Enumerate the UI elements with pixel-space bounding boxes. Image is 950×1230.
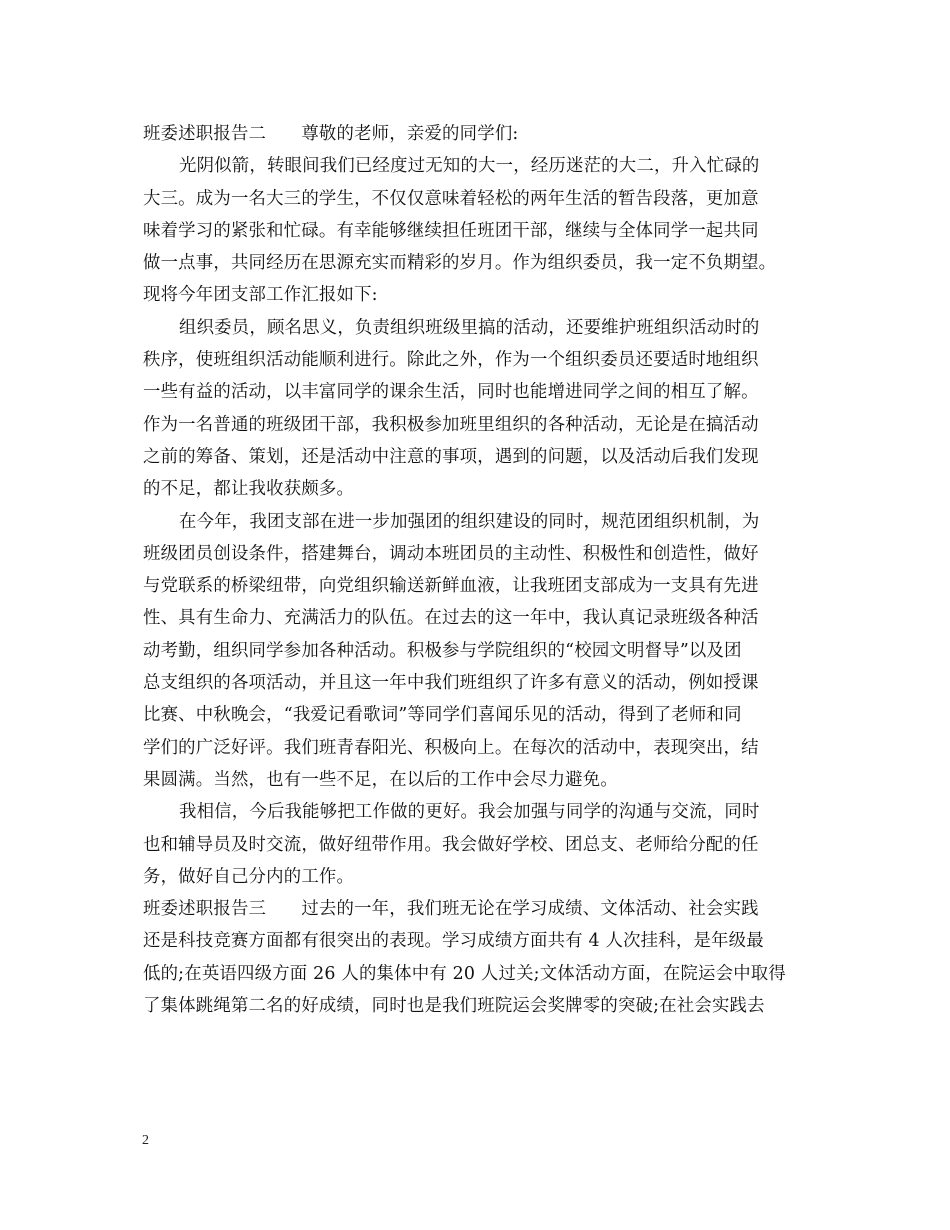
- text-line: 之前的筹备、策划，还是活动中注意的事项，遇到的问题，以及活动后我们发现: [143, 446, 759, 467]
- page-number: 2: [142, 1133, 149, 1148]
- text-line: 班委述职报告二 尊敬的老师，亲爱的同学们:: [143, 124, 519, 144]
- text-line: 光阴似箭，转眼间我们已经度过无知的大一，经历迷茫的大二，升入忙碌的: [179, 156, 760, 177]
- text-line: 我相信，今后我能够把工作做的更好。我会加强与同学的沟通与交流，同时: [179, 802, 760, 823]
- text-line: 一些有益的活动，以丰富同学的课余生活，同时也能增进同学之间的相互了解。: [143, 382, 759, 403]
- text-line: 秩序，使班组织活动能顺利进行。除此之外，作为一个组织委员还要适时地组织: [143, 350, 759, 371]
- text-line: 作为一名普通的班级团干部，我积极参加班里组织的各种活动，无论是在搞活动: [143, 414, 759, 435]
- text-line: 班级团员创设条件，搭建舞台，调动本班团员的主动性、积极性和创造性，做好: [143, 543, 759, 564]
- text-line: 动考勤，组织同学参加各种活动。积极参与学院组织的“校园文明督导”以及团: [143, 640, 742, 661]
- text-line: 性、具有生命力、充满活力的队伍。在过去的这一年中，我认真记录班级各种活: [143, 608, 759, 629]
- text-line: 比赛、中秋晚会，“我爱记看歌词”等同学们喜闻乐见的活动，得到了老师和同: [143, 705, 742, 726]
- text-line: 也和辅导员及时交流，做好纽带作用。我会做好学校、团总支、老师给分配的任: [143, 834, 759, 855]
- text-line: 在今年，我团支部在进一步加强团的组织建设的同时，规范团组织机制，为: [179, 511, 760, 532]
- text-line: 组织委员，顾名思义，负责组织班级里搞的活动，还要维护班组织活动时的: [179, 317, 760, 338]
- text-line: 学们的广泛好评。我们班青春阳光、积极向上。在每次的活动中，表现突出，结: [143, 737, 759, 758]
- text-line: 还是科技竞赛方面都有很突出的表现。学习成绩方面共有 4 人次挂科，是年级最: [143, 931, 764, 952]
- text-line: 班委述职报告三 过去的一年，我们班无论在学习成绩、文体活动、社会实践: [143, 899, 759, 920]
- text-line: 做一点事，共同经历在思源充实而精彩的岁月。作为组织委员，我一定不负期望。: [143, 253, 777, 274]
- text-line: 果圆满。当然，也有一些不足，在以后的工作中会尽力避免。: [143, 769, 618, 790]
- text-line: 总支组织的各项活动，并且这一年中我们班组织了许多有意义的活动，例如授课: [143, 673, 759, 694]
- text-line: 味着学习的紧张和忙碌。有幸能够继续担任班团干部，继续与全体同学一起共同: [143, 220, 759, 241]
- text-line: 的不足，都让我收获颇多。: [143, 479, 355, 500]
- text-line: 了集体跳绳第二名的好成绩，同时也是我们班院运会奖牌零的突破;在社会实践去: [143, 996, 765, 1017]
- text-line: 现将今年团支部工作汇报如下:: [143, 285, 378, 306]
- text-line: 务，做好自己分内的工作。: [143, 866, 355, 887]
- text-line: 大三。成为一名大三的学生，不仅仅意味着轻松的两年生活的暂告段落，更加意: [143, 188, 759, 209]
- text-line: 与党联系的桥梁纽带，向党组织输送新鲜血液，让我班团支部成为一支具有先进: [143, 576, 759, 597]
- document-body: [143, 118, 813, 1022]
- text-line: 低的;在英语四级方面 26 人的集体中有 20 人过关;文体活动方面，在院运会中取得: [143, 963, 786, 984]
